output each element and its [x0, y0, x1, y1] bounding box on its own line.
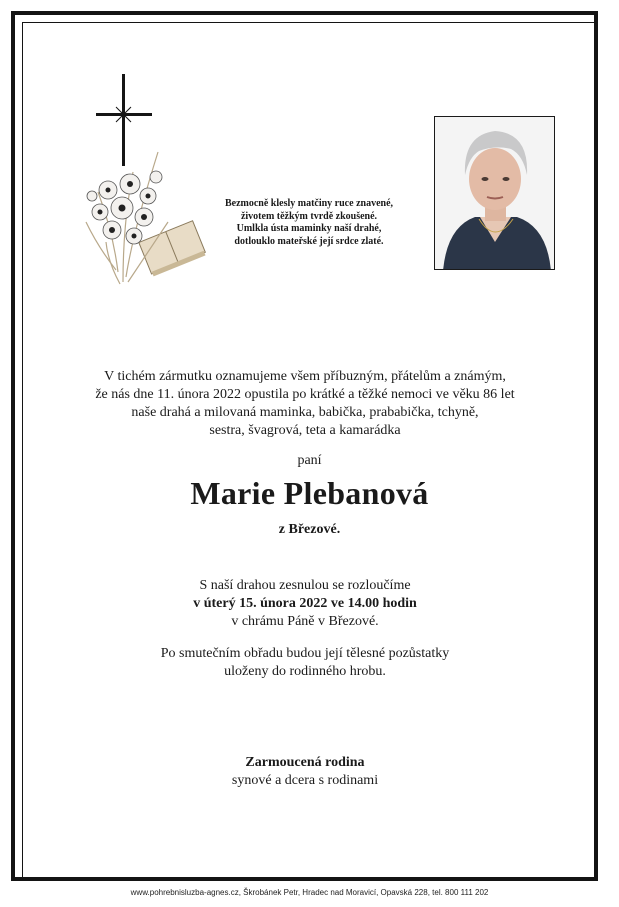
verse-line: Umlkla ústa maminky naší drahé, — [236, 223, 382, 234]
ceremony-line: S naší drahou zesnulou se rozloučíme — [199, 578, 411, 593]
ceremony-datetime: v úterý 15. února 2022 ve 14.00 hodin — [193, 596, 417, 611]
portrait-photo — [434, 116, 555, 270]
burial-line: Po smutečním obřadu budou její tělesné pozůstatky — [160, 646, 450, 661]
mourners-subtitle: synové a dcera s rodinami — [231, 773, 379, 788]
burial-line: uloženy do rodinného hrobu. — [224, 664, 386, 679]
footer-contact: www.pohrebnisluzba-agnes.cz, Škrobánek Petr, Hradec nad Moravicí, Opavská 228, tel. 800 111 202 — [130, 888, 489, 897]
origin: z Březové. — [278, 522, 341, 537]
verse-line: Bezmocně klesly matčiny ruce znavené, — [224, 198, 394, 209]
verse-line: dotlouklo mateřské její srdce zlaté. — [234, 235, 384, 247]
cross-flowers-book-icon — [78, 72, 213, 292]
intro-line: V tichém zármutku oznamujeme všem příbuzným, přátelům a známým, — [104, 369, 506, 384]
intro-line: že nás dne 11. února 2022 opustila po krátké a těžké nemoci ve věku 86 let — [95, 387, 515, 402]
ceremony-info — [60, 577, 550, 631]
verse — [190, 198, 428, 248]
deceased-name: Marie Plebanová — [190, 475, 429, 511]
burial-info — [60, 645, 550, 681]
verse-line: životem těžkým tvrdě zkoušené. — [240, 210, 378, 222]
intro-line: sestra, švagrová, teta a kamarádka — [209, 423, 401, 438]
mourners — [60, 754, 550, 790]
mourners-title: Zarmoucená rodina — [245, 755, 365, 770]
intro-line: naše drahá a milovaná maminka, babička, prababička, tchyně, — [131, 405, 479, 420]
ceremony-place: v chrámu Páně v Březové. — [231, 614, 379, 629]
announcement-intro — [60, 368, 550, 440]
salutation: paní — [297, 453, 322, 468]
